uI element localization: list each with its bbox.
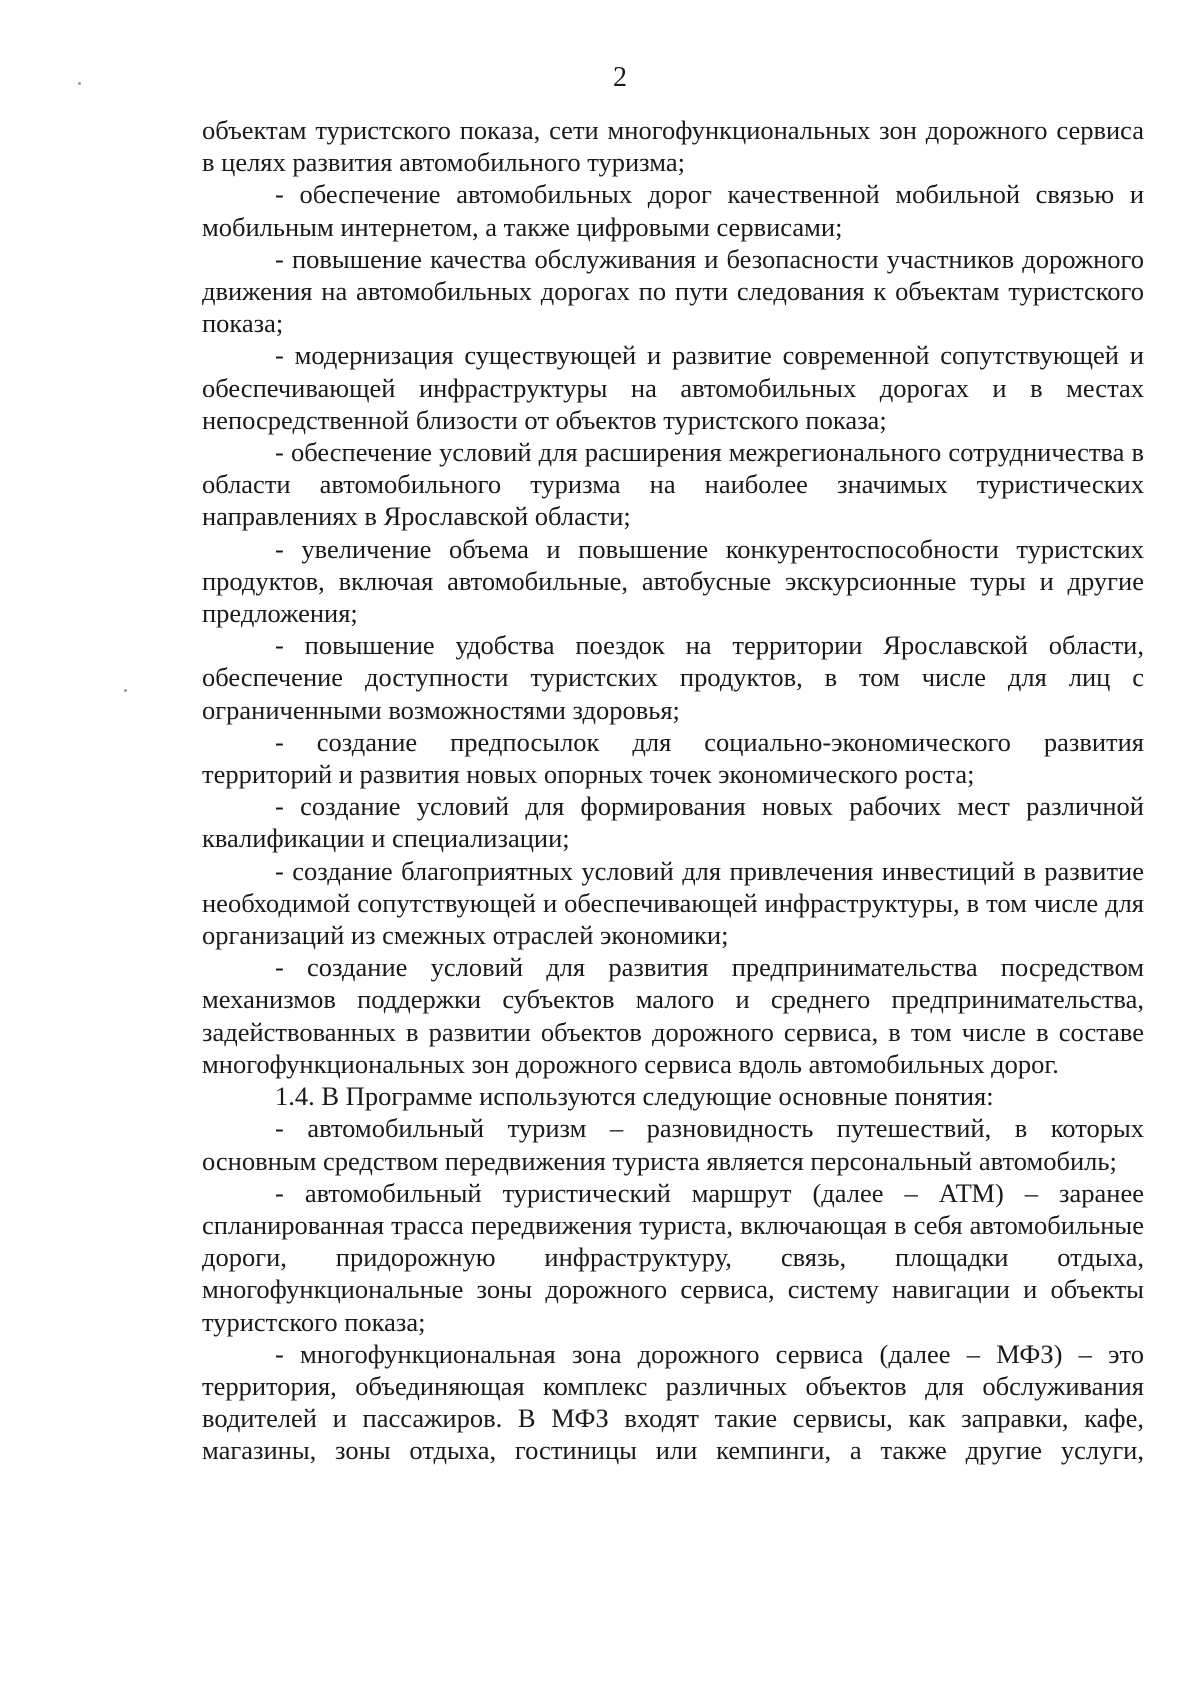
section-1-4-heading: 1.4. В Программе используются следующие основные понятия: [275,1081,994,1112]
paragraph-10: - создание благоприятных условий для привлечения инвестиций в развитие необходимой сопутствующей и обеспечивающей инфраструктуры, в том числе для организаций из смежных отраслей экономики; [202,855,1144,951]
paragraph-1: объектам туристского показа, сети многофункциональных зон дорожного сервиса в целях развития автомобильного туризма; [202,115,1144,178]
body-text [202,114,1144,1467]
paragraph-3: - повышение качества обслуживания и безопасности участников дорожного движения на автомобильных дорогах по пути следования к объектам туристского показа; [202,243,1144,339]
paragraph-2: - обеспечение автомобильных дорог качественной мобильной связью и мобильным интернетом, а также цифровыми сервисами; [202,179,1144,242]
definition-mfz: - многофункциональная зона дорожного сервиса (далее – МФЗ) – это территория, объединяющая комплекс различных объектов для обслуживания водителей и пассажиров. В МФЗ входят такие сервисы, как заправки, кафе, магазины, зоны отдыха, гостиницы или кемпинги, а также другие услуги, [202,1338,1144,1466]
paragraph-6: - увеличение объема и повышение конкурентоспособности туристских продуктов, включая автомобильные, автобусные экскурсионные туры и другие предложения; [202,533,1144,629]
paragraph-4: - модернизация существующей и развитие современной сопутствующей и обеспечивающей инфраструктуры на автомобильных дорогах и в местах непосредственной близости от объектов туристского показа; [202,340,1144,435]
page-number: 2 [613,62,627,93]
scan-speck [124,689,127,692]
scan-speck [78,82,81,85]
paragraph-7: - повышение удобства поездок на территории Ярославской области, обеспечение доступности туристских продуктов, в том числе для лиц с ограниченными возможностями здоровья; [202,630,1144,725]
definition-atm: - автомобильный туристический маршрут (далее – АТМ) – заранее спланированная трасса передвижения туриста, включающая в себя автомобильные дороги, придорожную инфраструктуру, связь, площадки отдыха, многофункциональные зоны дорожного сервиса, систему навигации и объекты туристского показа; [202,1177,1144,1337]
paragraph-5: - обеспечение условий для расширения межрегионального сотрудничества в области автомобильного туризма на наиболее значимых туристических направлениях в Ярославской области; [202,437,1144,532]
paragraph-9: - создание условий для формирования новых рабочих мест различной квалификации и специализации; [202,791,1144,854]
definition-auto-tourism: - автомобильный туризм – разновидность путешествий, в которых основным средством передвижения туриста является персональный автомобиль; [202,1113,1144,1176]
paragraph-8: - создание предпосылок для социально-экономического развития территорий и развития новых опорных точек экономического роста; [202,726,1144,790]
paragraph-11: - создание условий для развития предпринимательства посредством механизмов поддержки субъектов малого и среднего предпринимательства, задействованных в развитии объектов дорожного сервиса, в том числе в составе многофункциональных зон дорожного сервиса вдоль автомобильных дорог. [202,952,1144,1079]
